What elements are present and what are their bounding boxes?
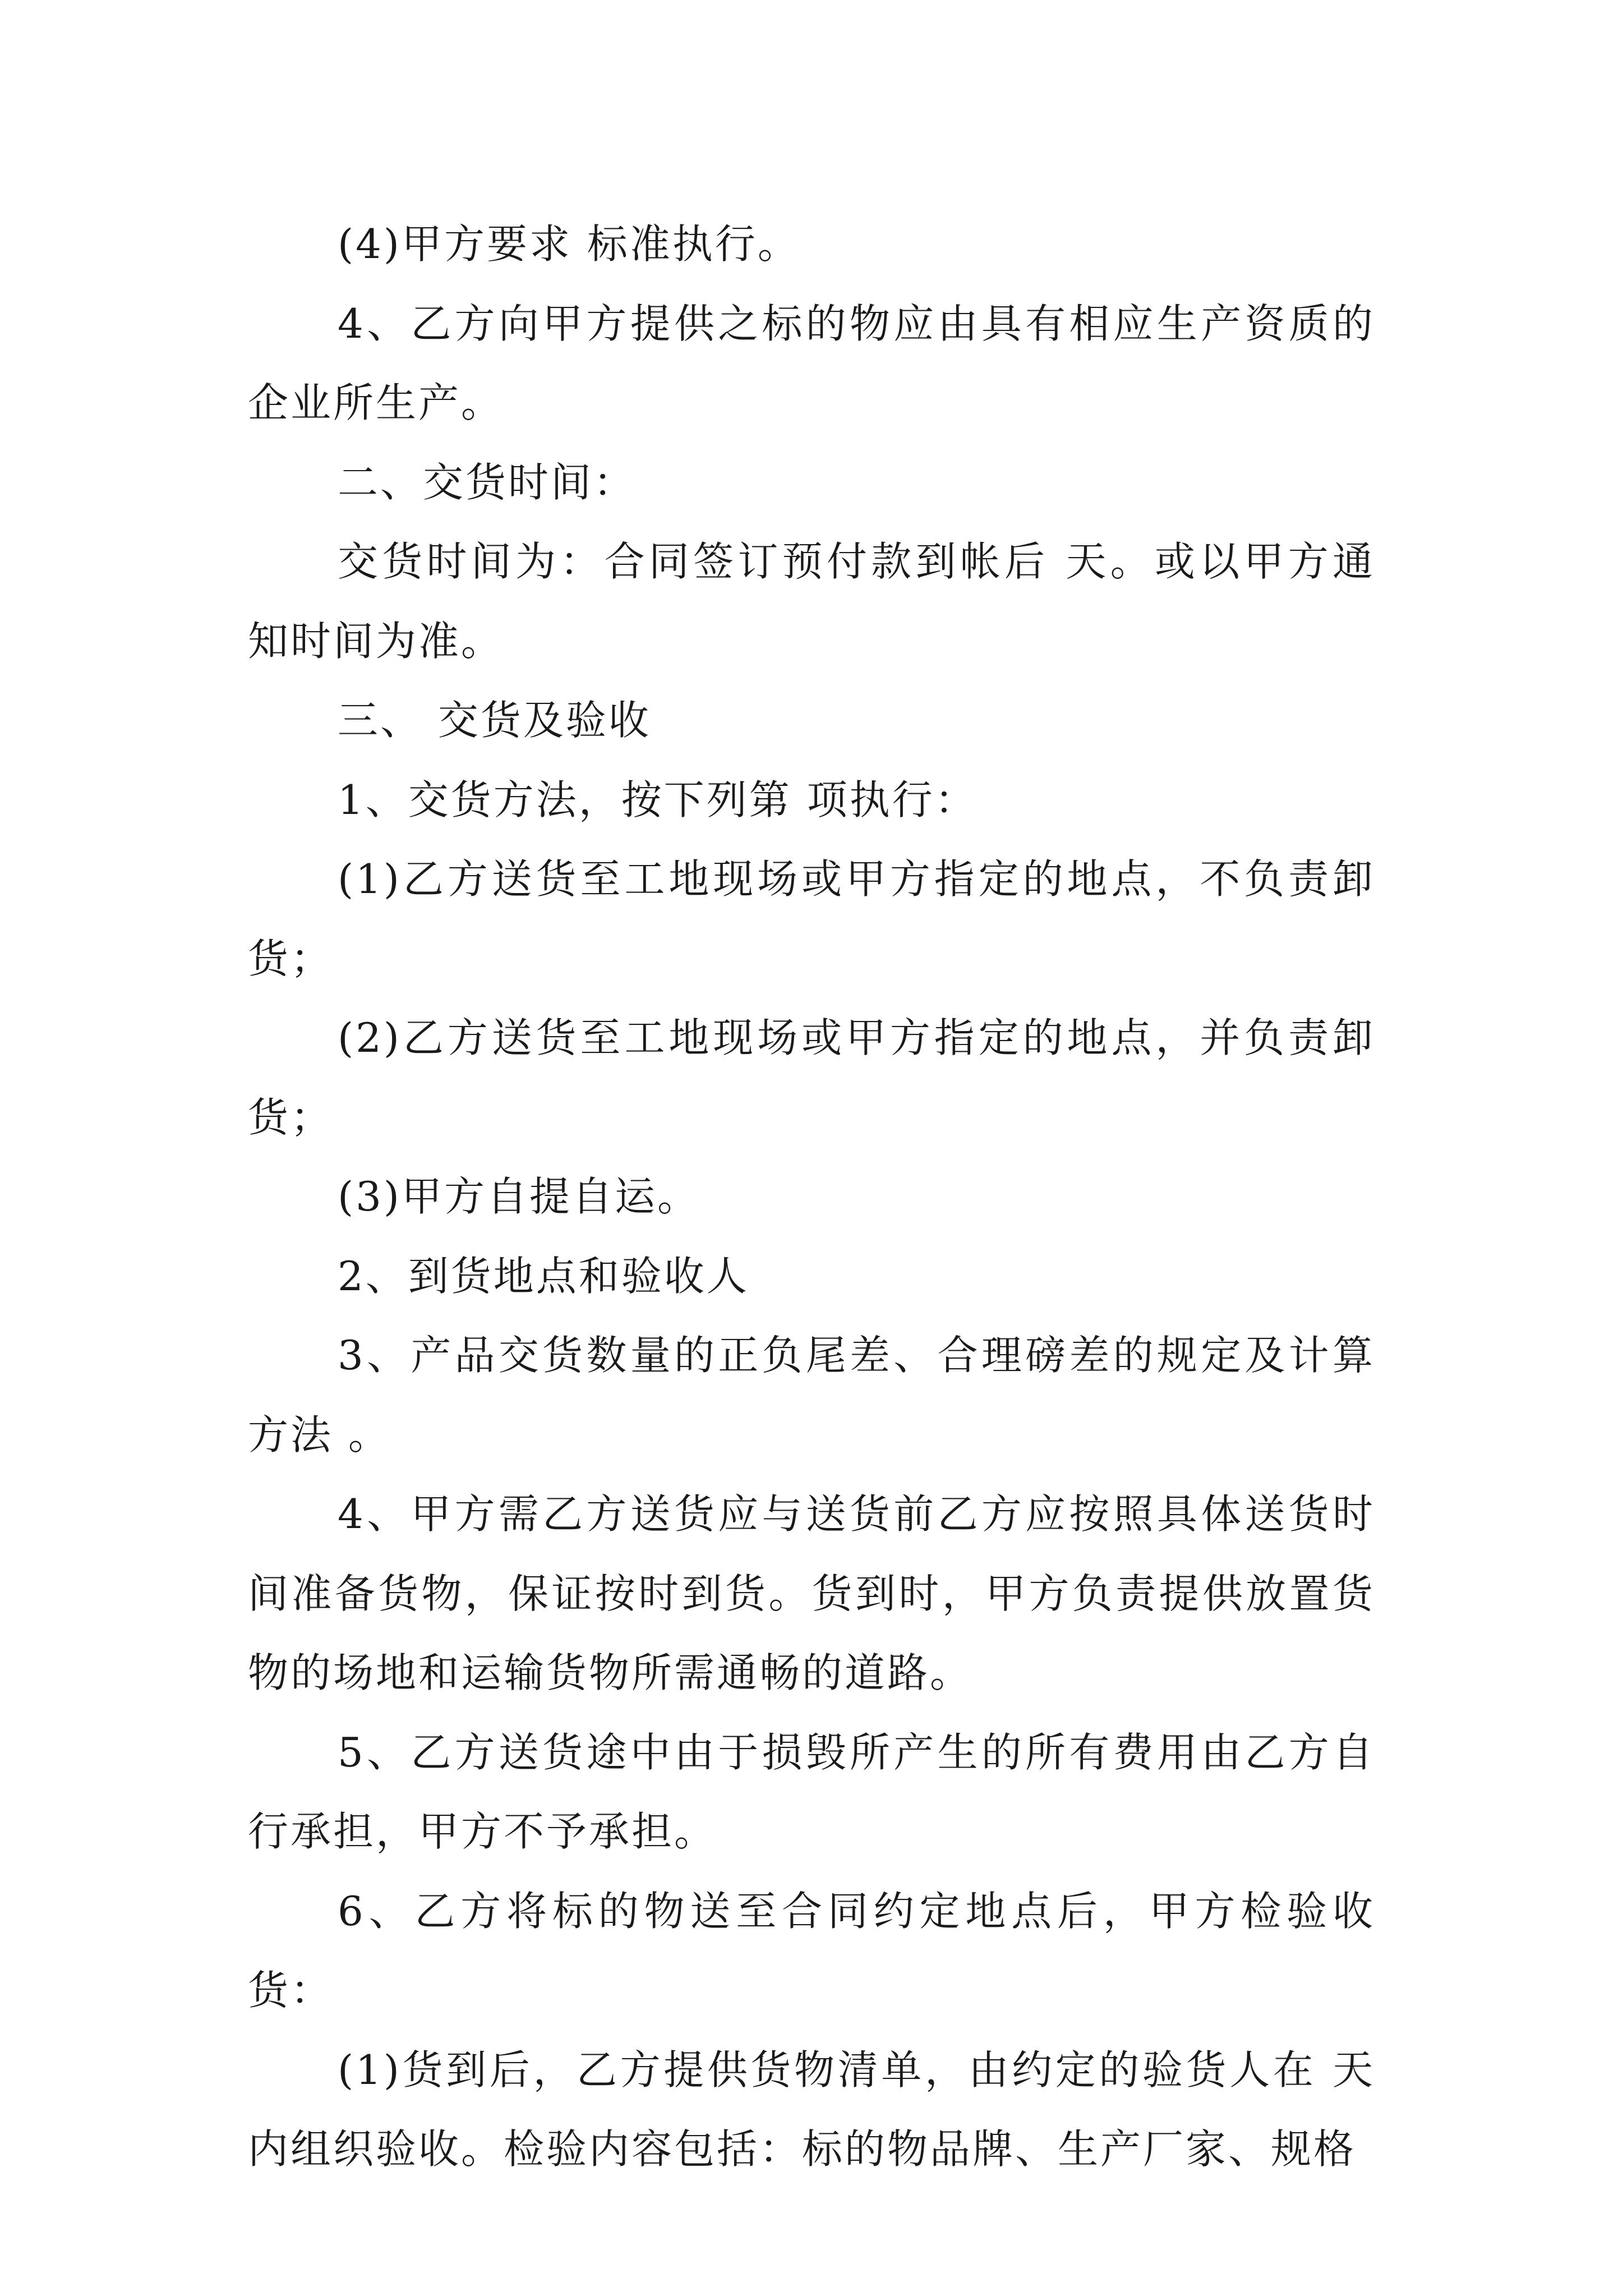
- paragraph-transport-damage: 5、乙方送货途中由于损毁所产生的所有费用由乙方自行承担，甲方不予承担。: [248, 1728, 1375, 1855]
- paragraph-delivery-preparation: 4、甲方需乙方送货应与送货前乙方应按照具体送货时间准备货物，保证按时到货。货到时，甲方负责提供放置货物的场地和运输货物所需通畅的道路。: [248, 1490, 1375, 1696]
- paragraph-option-1: (1)乙方送货至工地现场或甲方指定的地点，不负责卸货；: [248, 855, 1375, 982]
- paragraph-delivery-method: 1、交货方法，按下列第 项执行：: [338, 776, 978, 823]
- section-heading-delivery-acceptance: 三、 交货及验收: [338, 697, 651, 744]
- paragraph-inspection: 6、乙方将标的物送至合同约定地点后，甲方检验收货：: [248, 1887, 1375, 2014]
- section-heading-delivery-time: 二、交货时间：: [338, 458, 637, 506]
- paragraph-inspection-item-1: (1)货到后，乙方提供货物清单，由约定的验货人在 天内组织验收。检验内容包括：标的物品牌、生产厂家、规格: [248, 2046, 1375, 2173]
- paragraph-quantity-tolerance: 3、产品交货数量的正负尾差、合理磅差的规定及计算方法 。: [248, 1332, 1375, 1458]
- paragraph-production-qualification: 4、乙方向甲方提供之标的物应由具有相应生产资质的企业所生产。: [248, 300, 1375, 426]
- paragraph-standard-requirement: (4)甲方要求 标准执行。: [338, 220, 800, 268]
- paragraph-delivery-location: 2、到货地点和验收人: [338, 1252, 749, 1300]
- paragraph-delivery-time: 交货时间为：合同签订预付款到帐后 天。或以甲方通知时间为准。: [248, 538, 1375, 665]
- contract-body: [248, 205, 1375, 2189]
- paragraph-option-3: (3)甲方自提自运。: [338, 1173, 700, 1220]
- paragraph-option-2: (2)乙方送货至工地现场或甲方指定的地点，并负责卸货；: [248, 1014, 1375, 1141]
